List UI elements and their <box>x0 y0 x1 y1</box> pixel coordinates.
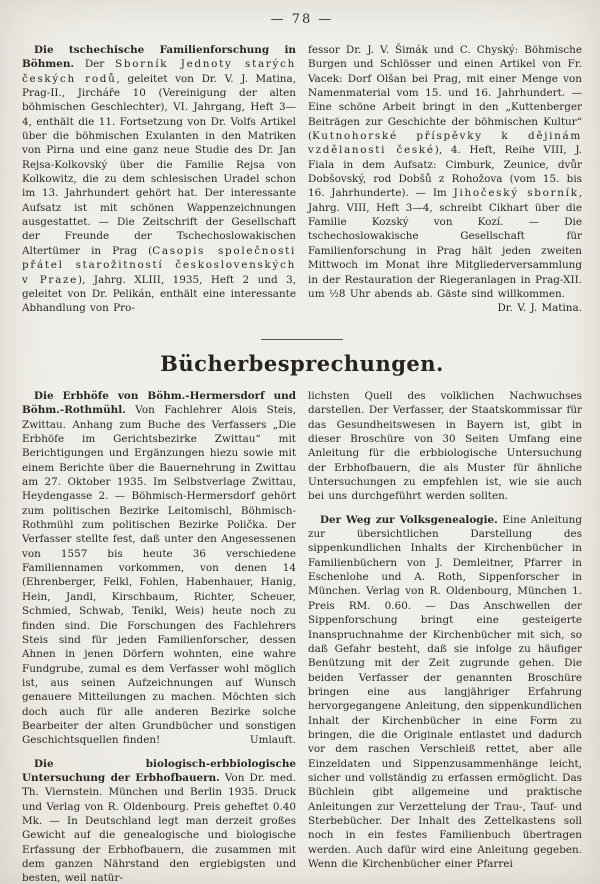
spaced-title-casopis: Casopis společnosti přátel starožitností československých v Praze <box>22 244 296 286</box>
paragraph-text: ), Jahrg. XLIII, 1935, Heft 2 und 3, geleitet von Dr. Pelikán, enthält eine interessante Abhandlung von Pro- <box>22 273 296 315</box>
paragraph-text: fessor Dr. J. V. Šimák und C. Chyský: Böhmische Burgen und Schlösser und einen Artikel von Fr. Vacek: Dorf Olšan bei Prag, mit einer Menge von Namenmaterial vom 15. und 16. Jahrhundert. — Eine schöne Arbeit bringt in den „Kuttenberger Beiträgen zur Geschichte der böhmischen Kultur“ ( <box>308 44 582 143</box>
reviews-column-left <box>22 389 296 884</box>
paragraph-lead: Die biologisch-erbbiologische Untersuchung der Erbhofbauern. <box>22 757 296 784</box>
signature-umlauft: Umlauft. <box>249 734 296 747</box>
spaced-title-kutnohorske: Kutnohorské příspěvky k dějinám vzdělanosti české <box>308 130 582 157</box>
paragraph-lead: Der Weg zur Volksgenealogie. <box>320 513 498 526</box>
paragraph-text: lichsten Quell des volklichen Nachwuchses darstellen. Der Verfasser, der Staatskommissar für das Gesundheitswesen in Bayern ist, gibt in dieser Broschüre von 30 Seiten Umfang eine Anleitung für die erbbiologische Untersuchung der Erbhofbauern, die als Muster für ähnliche Untersuchungen zu empfehlen ist, wie sie auch bei uns durchgeführt werden sollten. <box>308 390 582 503</box>
page-number: — 78 — <box>270 12 334 27</box>
spaced-title-sbornik: Sborník Jednoty starých českých rodů <box>22 58 296 85</box>
paragraph-text: , Jahrg. VIII, Heft 3—4, schreibt Cikhart über die Familie Kozský von Kozí. — Die tschechoslowakische Gesellschaft für Familienforschung in Prag hält jeden zweiten Mittwoch im Monat ihre Mitgliederversammlung in der Restauration der Riegeranlagen in Prag-XII. um ½8 Uhr abends ab. Gäste sind willkommen. <box>308 187 582 300</box>
paragraph-review-erbbiologische <box>22 757 296 884</box>
reviews-section <box>22 389 582 884</box>
paragraph-text: Von Dr. med. Th. Viernstein. München und Berlin 1935. Druck und Verlag von R. Oldenbourg. Preis geheftet 0.40 Mk. — In Deutschland legt man derzeit großes Gewicht auf die genealogische und biologische Erfassung der Erbhofbauern, die zusammen mit dem ganzen Nährstand den ergiebigsten und besten, weil natür- <box>22 771 297 884</box>
news-column-right <box>308 43 582 335</box>
paragraph-text: , geleitet von Dr. V. J. Matina, Prag-II., Jircháře 10 (Vereinigung der alten böhmischen Geschlechter), VI. Jahrgang, Heft 3—4, enthält die 11. Fortsetzung von Dr. Volfs Artikel über die böhmischen Exulanten in den Matriken von Pirna und eine ganz neue Studie des Dr. Jan Rejsa-Kolkovský über die Familie Rejsa von Kolkowitz, die zu dem schlesischen Uradel schon im 13. Jahrhundert gehört hat. Der interessante Aufsatz ist mit schönen Wappenzeichnungen ausgestattet. — Die Zeitschrift der Gesellschaft der Freunde der Tschechoslowakischen Altertümer in Prag ( <box>22 72 296 257</box>
paragraph-text: Von Fachlehrer Alois Steis, Zwittau. Anhang zum Buche des Verfassers „Die Erbhöfe im Gerichtsbezirke Zwittau“ mit Berichtigungen und Ergänzungen hiezu sowie mit einem Berichte über die Bauernehrung in Zwittau am 27. Oktober 1935. Im Selbstverlage Zwittau, Heydengasse 2. — Böhmisch-Hermersdorf gehört zum politischen Bezirke Leitomischl, Böhmisch-Rothmühl zum politischen Bezirke Polička. Der Verfasser stellte fest, daß unter den Angesessenen von 1557 bis heute 36 verschiedene Familiennamen vorkommen, von denen 14 (Ehrenberger, Felkl, Fohlen, Habenhauer, Hanig, Hein, Jandl, Kirschbaum, Richter, Scheuer, Schmied, Schwab, Tenikl, Weis) heute noch zu finden sind. Die Forschungen des Fachlehrers Steis sind für jeden Familienforscher, dessen Ahnen in jenen Dörfern wohnten, eine wahre Fundgrube, zumal es dem Verfasser wohl möglich ist, aus seinen Aufzeichnungen auf Wunsch genauere Mitteilungen zu machen. Möchten sich doch auch für alle anderen Bezirke solche Bearbeiter der alten Grundbücher und sonstigen Geschichtsquellen finden! <box>22 404 296 747</box>
paragraph-review-continuation <box>308 389 582 504</box>
paragraph-lead: Die tschechische Familienforschung in Böhmen. <box>22 44 296 71</box>
paragraph-text: Eine Anleitung zur übersichtlichen Darstellung des sippenkundlichen Inhalts der Kirchenbücher in Familienbüchern von J. Demleitner, Pfarrer in Eschenlohe und A. Roth, Sippenforscher in München. Verlag von R. Oldenbourg, München 1. Preis RM. 0.60. — Das Anschwellen der Sippenforschung bringt eine gesteigerte Inanspruchnahme der Kirchenbücher mit sich, so daß Gefahr besteht, daß sie infolge zu häufiger Benützung mit der Zeit zugrunde gehen. Die beiden Verfasser der genannten Broschüre bringen eine aus langjähriger Erfahrung hervorgegangene Anleitung, den sippenkundlichen Inhalt der Kirchenbücher in eine Form zu bringen, die die Originale entlastet und dadurch vor dem raschen Verschleiß rettet, aber alle Einzeldaten und Sippenzusammenhänge leicht, sicher und vollständig zu erfassen ermöglicht. Das Büchlein gibt allgemeine und praktische Anleitungen zur Verzettelung der Trau-, Tauf- und Sterbebücher. Der Inhalt des Zettelkastens soll noch in ein festes Familienbuch übertragen werden. Auch dafür wird eine Anleitung gegeben. Wenn die Kirchenbücher einer Pfarrei <box>308 513 583 870</box>
paragraph-czech-family-research <box>22 43 296 316</box>
paragraph-continuation <box>308 43 582 316</box>
paragraph-review-volksgenealogie <box>308 513 582 872</box>
section-divider <box>261 339 343 340</box>
signature-matina: Dr. V. J. Matina. <box>497 302 582 315</box>
spaced-title-jihocesky: Jihočeský sborník <box>453 187 579 200</box>
section-heading: Bücherbesprechungen. <box>160 351 444 376</box>
news-section <box>22 43 582 335</box>
news-column-left <box>22 43 296 335</box>
paragraph-text: Der <box>74 58 116 71</box>
paragraph-lead: Die Erbhöfe von Böhm.-Hermersdorf und Böhm.-Rothmühl. <box>22 390 296 417</box>
paragraph-review-erbhoefe <box>22 389 296 748</box>
paragraph-text: ), 4. Heft, Reihe VIII, J. Fiala in dem Aufsatz: Cimburk, Zeunice, dvůr Dobšovský, rod Dobšů z Rohožova (vom 15. bis 16. Jahrhunderte). — Im <box>308 144 582 200</box>
reviews-column-right <box>308 389 582 884</box>
